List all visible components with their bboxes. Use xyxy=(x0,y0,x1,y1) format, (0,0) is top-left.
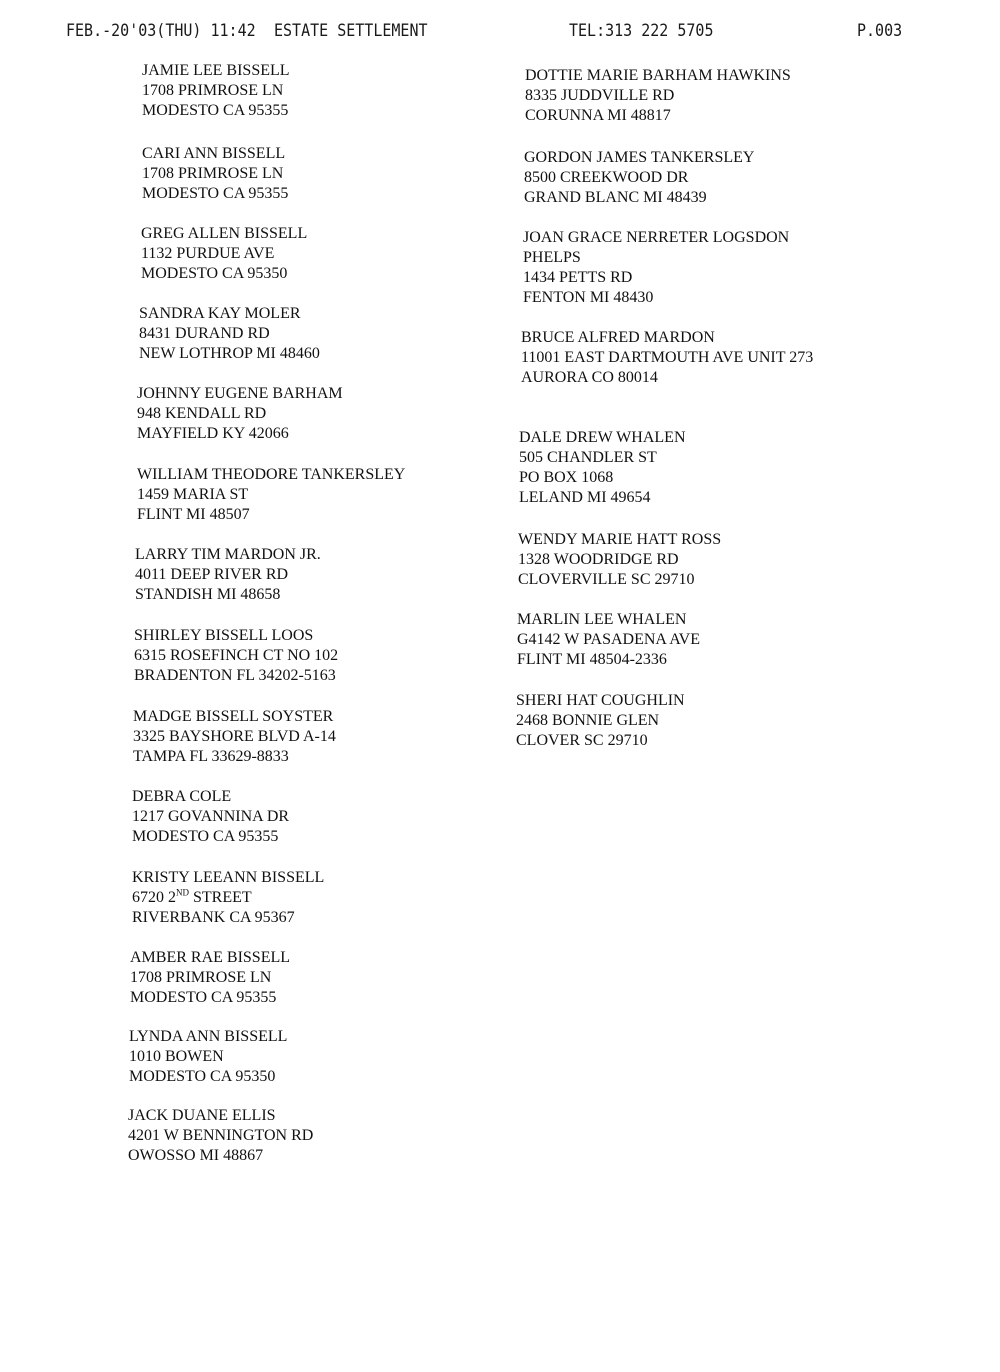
address-entry xyxy=(128,1106,548,1166)
city-state-zip: MODESTO CA 95350 xyxy=(129,1068,276,1085)
city-state-zip: MODESTO CA 95355 xyxy=(132,828,279,845)
city-state-zip: TAMPA FL 33629-8833 xyxy=(133,748,289,765)
city-state-zip: CORUNNA MI 48817 xyxy=(525,107,671,124)
street-address: 1328 WOODRIDGE RD xyxy=(518,551,679,568)
street-address: 2468 BONNIE GLEN xyxy=(516,712,660,729)
street-address: 1434 PETTS RD xyxy=(523,269,633,286)
city-state-zip: MODESTO CA 95355 xyxy=(130,989,277,1006)
address-entry xyxy=(142,144,562,204)
address-entry xyxy=(137,384,557,444)
recipient-name: DEBRA COLE xyxy=(132,788,232,805)
recipient-name: AMBER RAE BISSELL xyxy=(130,949,291,966)
street-address: 1459 MARIA ST xyxy=(137,486,249,503)
city-state-zip: MAYFIELD KY 42066 xyxy=(137,425,289,442)
recipient-name-continued: PHELPS xyxy=(523,249,581,266)
address-entry xyxy=(135,545,555,605)
street-address: 11001 EAST DARTMOUTH AVE UNIT 273 xyxy=(521,349,814,366)
city-state-zip: GRAND BLANC MI 48439 xyxy=(524,189,707,206)
fax-telephone: TEL:313 222 5705 xyxy=(569,20,714,41)
city-state-zip: RIVERBANK CA 95367 xyxy=(132,909,295,926)
city-state-zip: FENTON MI 48430 xyxy=(523,289,654,306)
recipient-name: SHERI HAT COUGHLIN xyxy=(516,692,685,709)
recipient-name: GREG ALLEN BISSELL xyxy=(141,225,308,242)
street-address: 8431 DURAND RD xyxy=(139,325,270,342)
recipient-name: CARI ANN BISSELL xyxy=(142,145,286,162)
city-state-zip: OWOSSO MI 48867 xyxy=(128,1147,264,1164)
recipient-name: WENDY MARIE HATT ROSS xyxy=(518,531,722,548)
recipient-name: SHIRLEY BISSELL LOOS xyxy=(134,627,314,644)
street-address: 1708 PRIMROSE LN xyxy=(142,82,284,99)
city-state-zip: MODESTO CA 95355 xyxy=(142,185,289,202)
address-entry xyxy=(132,868,552,928)
address-entry xyxy=(139,304,559,364)
street-address: 1217 GOVANNINA DR xyxy=(132,808,290,825)
recipient-name: BRUCE ALFRED MARDON xyxy=(521,329,715,346)
address-entry xyxy=(518,530,938,590)
recipient-name: KRISTY LEEANN BISSELL xyxy=(132,869,325,886)
recipient-name: JOHNNY EUGENE BARHAM xyxy=(137,385,343,402)
recipient-name: DOTTIE MARIE BARHAM HAWKINS xyxy=(525,67,791,84)
ordinal-suffix: ND xyxy=(176,887,189,898)
street-number: 6720 2 xyxy=(132,889,176,906)
street-address: 948 KENDALL RD xyxy=(137,405,267,422)
street-address: 1708 PRIMROSE LN xyxy=(142,165,284,182)
street-address: 4011 DEEP RIVER RD xyxy=(135,566,289,583)
address-entry xyxy=(132,787,552,847)
street-address: 3325 BAYSHORE BLVD A-14 xyxy=(133,728,336,745)
city-state-zip: CLOVER SC 29710 xyxy=(516,732,648,749)
recipient-name: DALE DREW WHALEN xyxy=(519,429,686,446)
recipient-name: GORDON JAMES TANKERSLEY xyxy=(524,149,755,166)
street-address: 8500 CREEKWOOD DR xyxy=(524,169,689,186)
recipient-name: JACK DUANE ELLIS xyxy=(128,1107,276,1124)
street-address: G4142 W PASADENA AVE xyxy=(517,631,701,648)
street-address: 6315 ROSEFINCH CT NO 102 xyxy=(134,647,339,664)
fax-sender: ESTATE SETTLEMENT xyxy=(274,20,428,41)
address-entry xyxy=(129,1027,549,1087)
city-state-zip: MODESTO CA 95350 xyxy=(141,265,288,282)
street-address: 8335 JUDDVILLE RD xyxy=(525,87,675,104)
recipient-name: WILLIAM THEODORE TANKERSLEY xyxy=(137,466,406,483)
street-address-2: PO BOX 1068 xyxy=(519,469,614,486)
address-entry xyxy=(130,948,550,1008)
fax-page-number: P.003 xyxy=(857,20,903,41)
recipient-name: LYNDA ANN BISSELL xyxy=(129,1028,288,1045)
street-address: 1010 BOWEN xyxy=(129,1048,224,1065)
address-entry xyxy=(137,465,557,525)
recipient-name: MADGE BISSELL SOYSTER xyxy=(133,708,334,725)
street-address: 1132 PURDUE AVE xyxy=(141,245,275,262)
street-address: 1708 PRIMROSE LN xyxy=(130,969,272,986)
street-address: 4201 W BENNINGTON RD xyxy=(128,1127,314,1144)
recipient-name: MARLIN LEE WHALEN xyxy=(517,611,687,628)
city-state-zip: MODESTO CA 95355 xyxy=(142,102,289,119)
street-address: 505 CHANDLER ST xyxy=(519,449,657,466)
address-entry xyxy=(134,626,554,686)
street-address xyxy=(132,888,552,908)
address-entry xyxy=(133,707,553,767)
address-entry xyxy=(521,328,941,388)
city-state-zip: STANDISH MI 48658 xyxy=(135,586,281,603)
address-entry xyxy=(517,610,937,670)
address-entry xyxy=(524,148,944,208)
city-state-zip: NEW LOTHROP MI 48460 xyxy=(139,345,320,362)
address-entry xyxy=(525,66,945,126)
address-entry xyxy=(516,691,936,751)
city-state-zip: LELAND MI 49654 xyxy=(519,489,651,506)
fax-header xyxy=(0,20,1000,44)
address-entry xyxy=(523,228,943,308)
city-state-zip: FLINT MI 48507 xyxy=(137,506,250,523)
recipient-name: LARRY TIM MARDON JR. xyxy=(135,546,321,563)
street-name: STREET xyxy=(189,889,252,906)
city-state-zip: BRADENTON FL 34202-5163 xyxy=(134,667,336,684)
city-state-zip: CLOVERVILLE SC 29710 xyxy=(518,571,695,588)
address-entry xyxy=(141,224,561,284)
city-state-zip: AURORA CO 80014 xyxy=(521,369,658,386)
fax-date-time: FEB.-20'03(THU) 11:42 xyxy=(66,20,256,41)
recipient-name: SANDRA KAY MOLER xyxy=(139,305,301,322)
city-state-zip: FLINT MI 48504-2336 xyxy=(517,651,667,668)
recipient-name: JOAN GRACE NERRETER LOGSDON xyxy=(523,229,790,246)
address-entry xyxy=(142,61,562,121)
address-entry xyxy=(519,428,939,508)
recipient-name: JAMIE LEE BISSELL xyxy=(142,62,290,79)
